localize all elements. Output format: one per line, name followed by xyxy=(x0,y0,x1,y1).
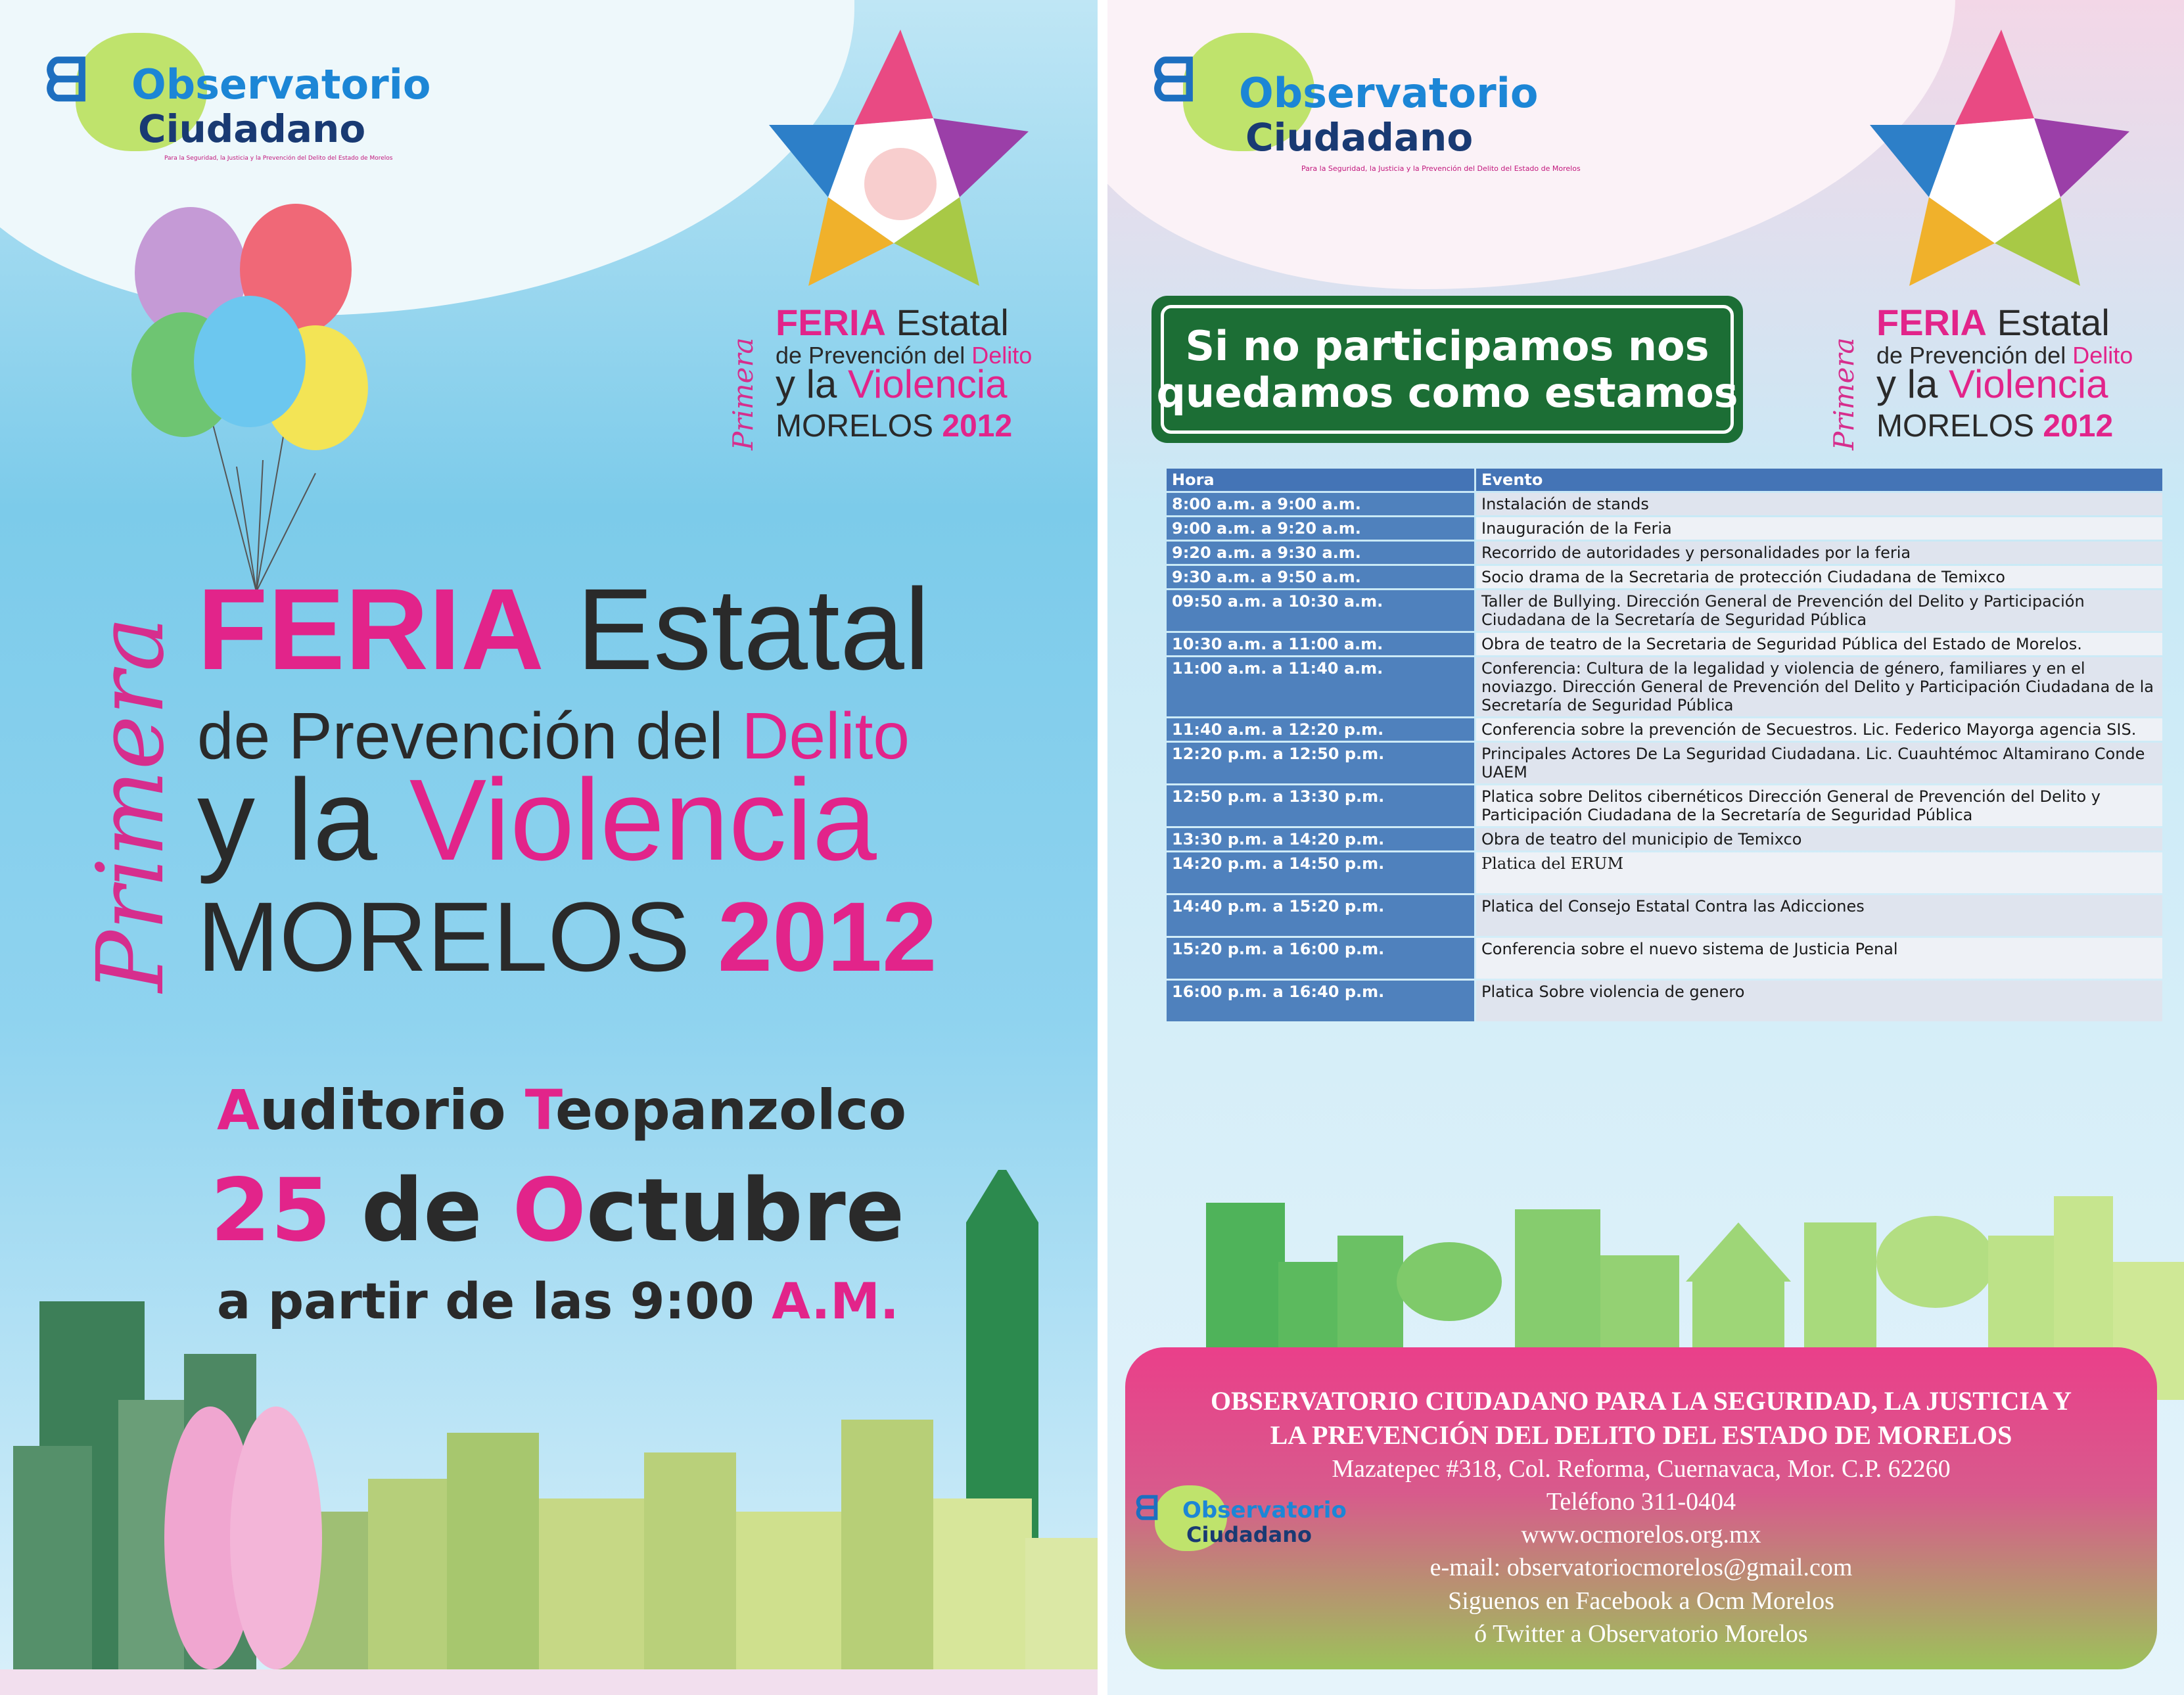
row-evento: Instalación de stands xyxy=(1476,493,2162,515)
row-hora: 8:00 a.m. a 9:00 a.m. xyxy=(1167,493,1474,515)
row-evento: Obra de teatro de la Secretaria de Seguridad Pública del Estado de Morelos. xyxy=(1476,633,2162,655)
row-evento: Obra de teatro del municipio de Temixco xyxy=(1476,828,2162,850)
row-hora: 11:00 a.m. a 11:40 a.m. xyxy=(1167,657,1474,716)
year-text: 2012 xyxy=(942,409,1013,444)
org-name-line1: OBSERVATORIO CIUDADANO PARA LA SEGURIDAD, LA JUSTICIA Y xyxy=(1211,1386,2072,1416)
feria-large-row3 xyxy=(197,756,877,885)
row-hora: 14:20 p.m. a 14:50 p.m. xyxy=(1167,852,1474,893)
feria-word: FERIA xyxy=(776,302,886,343)
table-row xyxy=(1167,828,2162,850)
observatorio-logo-right xyxy=(1147,20,1581,177)
estatal-word: Estatal xyxy=(896,302,1009,343)
table-row xyxy=(1167,852,2162,893)
row-evento: Platica del ERUM xyxy=(1476,852,2162,893)
row-hora: 09:50 a.m. a 10:30 a.m. xyxy=(1167,590,1474,631)
slogan-frame xyxy=(1156,305,1738,434)
violencia-text: Violencia xyxy=(848,362,1008,406)
violencia-text-large: Violencia xyxy=(409,756,877,885)
logo-line2-right: Ciudadano xyxy=(1245,115,1474,160)
row-hora: 12:20 p.m. a 12:50 p.m. xyxy=(1167,743,1474,783)
row-hora: 15:20 p.m. a 16:00 p.m. xyxy=(1167,938,1474,979)
morelos-text-large: MORELOS xyxy=(197,881,691,992)
primera-small: Primera xyxy=(727,337,759,450)
y-la-text-large: y la xyxy=(197,756,377,885)
table-row xyxy=(1167,785,2162,826)
feria-small-row4 xyxy=(776,411,1012,442)
logo-line2: Ciudadano xyxy=(138,106,366,151)
slogan-line1: Si no participamos nos xyxy=(1185,321,1709,370)
feria-large-row4 xyxy=(197,881,937,992)
feria-title-small-right xyxy=(1828,299,2182,457)
row-evento: Recorrido de autoridades y personalidades por la feria xyxy=(1476,542,2162,564)
venue2-initial: T xyxy=(524,1078,555,1142)
observatorio-logo xyxy=(39,20,473,171)
feria-star-emblem xyxy=(762,26,1038,289)
event-venue xyxy=(217,1078,906,1142)
org-name-line2: LA PREVENCIÓN DEL DELITO DEL ESTADO DE MORELOS xyxy=(1270,1420,2012,1450)
feria-word-right: FERIA xyxy=(1876,302,1987,343)
row-evento: Conferencia sobre el nuevo sistema de Justicia Penal xyxy=(1476,938,2162,979)
table-row xyxy=(1167,981,2162,1021)
prevencion-text-right: de Prevención del xyxy=(1876,342,2066,369)
contact-facebook: Siguenos en Facebook a Ocm Morelos xyxy=(1448,1587,1834,1615)
time-prefix: a partir de las 9:00 xyxy=(217,1272,772,1330)
feria-word-large: FERIA xyxy=(197,565,544,694)
row-hora: 13:30 p.m. a 14:20 p.m. xyxy=(1167,828,1474,850)
primera-small-right: Primera xyxy=(1828,337,1860,450)
prevencion-text-large: de Prevención del xyxy=(197,699,724,773)
logo-mark-icon: ᗺ xyxy=(45,46,87,115)
date-day: 25 xyxy=(210,1160,331,1261)
row-evento: Conferencia: Cultura de la legalidad y violencia de género, familiares y en el noviazgo. Dirección General de Prevención del Delito y Participación Ciudadana de la Secretaría de Seguridad Pública xyxy=(1476,657,2162,716)
row-evento: Principales Actores De La Seguridad Ciudadana. Lic. Cuauhtémoc Altamirano Conde UAEM xyxy=(1476,743,2162,783)
primera-large: Primera xyxy=(78,616,185,992)
table-row xyxy=(1167,590,2162,631)
observatorio-logo-small xyxy=(1135,1479,1385,1584)
row-evento: Taller de Bullying. Dirección General de Prevención del Delito y Participación Ciudadana de la Secretaría de Seguridad Pública xyxy=(1476,590,2162,631)
row-hora: 16:00 p.m. a 16:40 p.m. xyxy=(1167,981,1474,1021)
delito-text: Delito xyxy=(971,342,1033,369)
year-text-large: 2012 xyxy=(717,881,937,992)
row-evento: Platica del Consejo Estatal Contra las Adicciones xyxy=(1476,895,2162,936)
feria-title-large xyxy=(78,565,1038,999)
row-evento: Socio drama de la Secretaria de protección Ciudadana de Temixco xyxy=(1476,566,2162,588)
logo-line1-small: Observatorio xyxy=(1182,1497,1347,1523)
logo-tagline: Para la Seguridad, la Justicia y la Prevención del Delito del Estado de Morelos xyxy=(164,155,393,162)
prevencion-text: de Prevención del xyxy=(776,342,965,369)
schedule-table xyxy=(1165,467,2164,1023)
schedule-header-row xyxy=(1167,469,2162,491)
logo-mark-icon-right: ᗺ xyxy=(1152,46,1195,115)
logo-line2-small: Ciudadano xyxy=(1186,1522,1312,1547)
logo-mark-icon-small: ᗺ xyxy=(1135,1489,1159,1527)
violencia-text-right: Violencia xyxy=(1949,362,2108,406)
table-row xyxy=(1167,566,2162,588)
header-hora: Hora xyxy=(1167,469,1474,491)
morelos-text-right: MORELOS xyxy=(1876,409,2035,444)
logo-line1-right: Observatorio xyxy=(1239,69,1539,117)
time-suffix: A.M. xyxy=(772,1272,899,1330)
feria-small-right-row4 xyxy=(1876,411,2113,442)
feria-large-row1 xyxy=(197,565,930,694)
venue-initial: A xyxy=(217,1078,260,1142)
row-hora: 10:30 a.m. a 11:00 a.m. xyxy=(1167,633,1474,655)
y-la-text-right: y la xyxy=(1876,362,1938,406)
row-evento: Inauguración de la Feria xyxy=(1476,517,2162,540)
contact-email-link[interactable]: e-mail: observatoriocmorelos@gmail.com xyxy=(1429,1554,1853,1582)
morelos-text: MORELOS xyxy=(776,409,934,444)
row-hora: 9:30 a.m. a 9:50 a.m. xyxy=(1167,566,1474,588)
year-text-right: 2012 xyxy=(2043,409,2114,444)
row-evento: Conferencia sobre la prevención de Secuestros. Lic. Federico Mayorga agencia SIS. xyxy=(1476,718,2162,741)
contact-website-link[interactable]: www.ocmorelos.org.mx xyxy=(1521,1521,1761,1549)
contact-phone: Teléfono 311-0404 xyxy=(1546,1488,1736,1516)
header-evento: Evento xyxy=(1476,469,2162,491)
contact-twitter: ó Twitter a Observatorio Morelos xyxy=(1474,1619,1808,1648)
month-rest: ctubre xyxy=(586,1160,905,1261)
row-hora: 14:40 p.m. a 15:20 p.m. xyxy=(1167,895,1474,936)
date-de: de xyxy=(331,1160,513,1261)
row-evento: Platica Sobre violencia de genero xyxy=(1476,981,2162,1021)
slogan-line2: quedamos como estamos xyxy=(1156,369,1738,417)
contact-box xyxy=(1125,1347,2157,1669)
city-skyline-left xyxy=(0,1170,1098,1695)
row-hora: 9:00 a.m. a 9:20 a.m. xyxy=(1167,517,1474,540)
logo-line1: Observatorio xyxy=(131,60,431,108)
y-la-text: y la xyxy=(776,362,837,406)
contact-address: Mazatepec #318, Col. Reforma, Cuernavaca, Mor. C.P. 62260 xyxy=(1332,1455,1951,1483)
month-initial: O xyxy=(512,1160,586,1261)
row-evento: Platica sobre Delitos cibernéticos Dirección General de Prevención del Delito y Participación Ciudadana de la Secretaría de Seguridad Pública xyxy=(1476,785,2162,826)
table-row xyxy=(1167,493,2162,515)
delito-text-right: Delito xyxy=(2072,342,2133,369)
table-row xyxy=(1167,743,2162,783)
row-hora: 9:20 a.m. a 9:30 a.m. xyxy=(1167,542,1474,564)
table-row xyxy=(1167,895,2162,936)
venue2-rest: eopanzolco xyxy=(555,1078,907,1142)
feria-small-right-row3 xyxy=(1876,362,2108,406)
delito-text-large: Delito xyxy=(741,699,910,773)
logo-tagline-right: Para la Seguridad, la Justicia y la Prevención del Delito del Estado de Morelos xyxy=(1301,164,1581,173)
feria-small-row1 xyxy=(776,304,1009,341)
table-row xyxy=(1167,718,2162,741)
table-row xyxy=(1167,542,2162,564)
slogan-sign xyxy=(1151,296,1743,443)
balloons-illustration xyxy=(125,197,388,605)
venue-rest: uditorio xyxy=(260,1078,525,1142)
feria-title-small xyxy=(727,299,1091,457)
estatal-word-right: Estatal xyxy=(1997,302,2110,343)
table-row xyxy=(1167,517,2162,540)
estatal-word-large: Estatal xyxy=(576,565,930,694)
row-hora: 12:50 p.m. a 13:30 p.m. xyxy=(1167,785,1474,826)
row-hora: 11:40 a.m. a 12:20 p.m. xyxy=(1167,718,1474,741)
table-row xyxy=(1167,657,2162,716)
feria-star-emblem-right xyxy=(1863,26,2139,289)
table-row xyxy=(1167,633,2162,655)
feria-small-right-row1 xyxy=(1876,304,2110,341)
feria-small-row3 xyxy=(776,362,1008,406)
table-row xyxy=(1167,938,2162,979)
